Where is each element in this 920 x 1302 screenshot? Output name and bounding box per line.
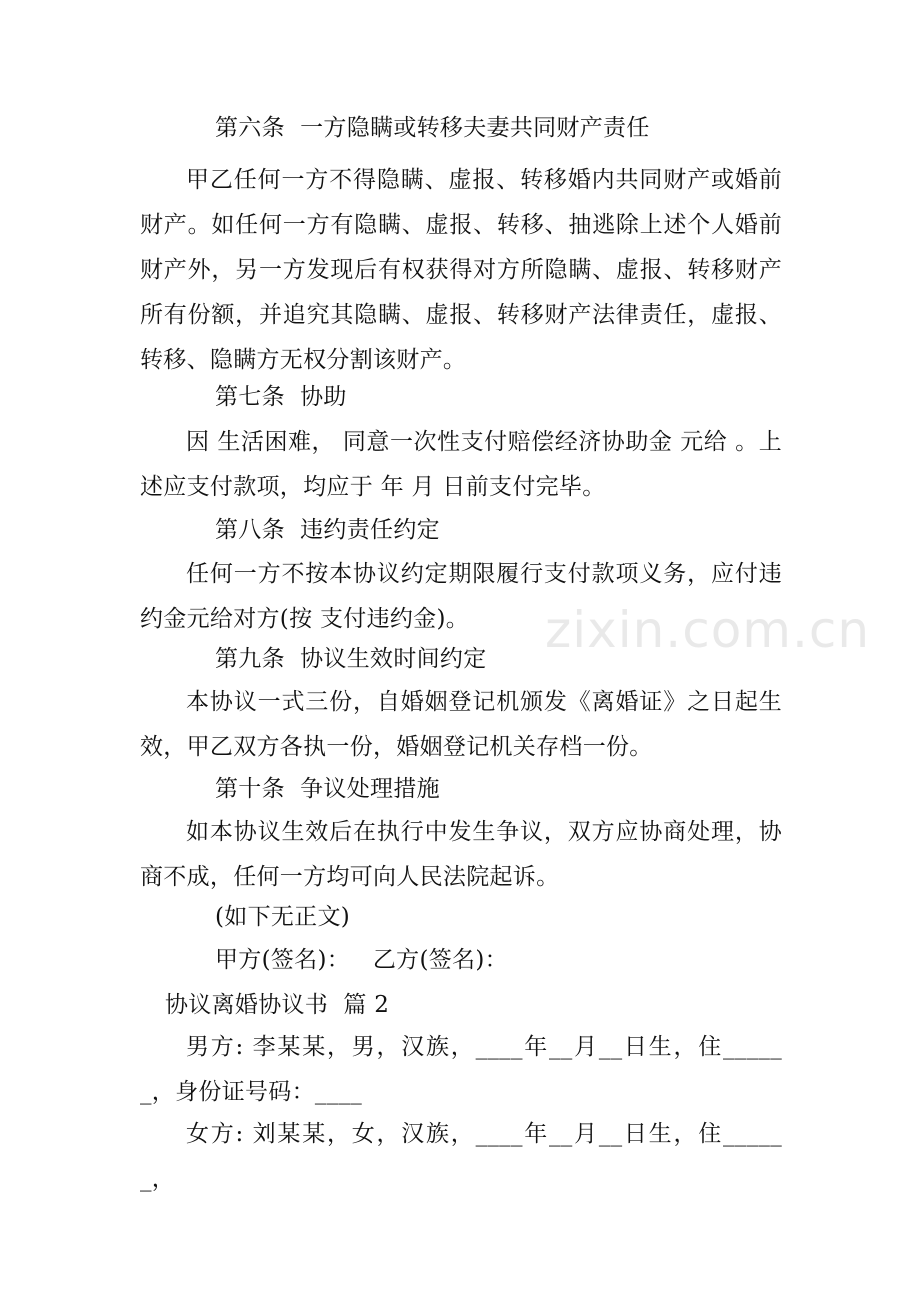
article-10-heading: 第十条 争议处理措施 (215, 776, 440, 802)
article-7-heading: 第七条 协助 (215, 384, 347, 410)
article-7-body: 因 生活困难， 同意一次性支付赔偿经济协助金 元给 。上述应支付款项，均应于 年 月 日前支付完毕。 (140, 429, 782, 500)
article-9-body: 本协议一式三份，自婚姻登记机颁发《离婚证》之日起生效，甲乙双方各执一份，婚姻登记机关存档一份。 (140, 689, 782, 760)
watermark-text: zixin.com.cn (545, 601, 871, 659)
male-party-info: 男方: 李某某，男，汉族，____年__月__日生，住______，身份证号码：____ (140, 1034, 782, 1105)
article-6-heading: 第六条 一方隐瞒或转移夫妻共同财产责任 (215, 115, 650, 141)
article-9-heading: 第九条 协议生效时间约定 (215, 646, 487, 672)
article-6-body: 甲乙任何一方不得隐瞒、虚报、转移婚内共同财产或婚前财产。如任何一方有隐瞒、虚报、转移、抽逃除上述个人婚前财产外，另一方发现后有权获得对方所隐瞒、虚报、转移财产所有份额，并追究其隐瞒、虚报、转移财产法律责任，虚报、转移、隐瞒方无权分割该财产。 (140, 167, 782, 373)
section-title: 协议离婚协议书 篇 2 (165, 992, 390, 1018)
article-8-heading: 第八条 违约责任约定 (215, 517, 440, 543)
article-10-body: 如本协议生效后在执行中发生争议，双方应协商处理，协商不成，任何一方均可向人民法院起诉。 (140, 819, 782, 890)
female-party-info: 女方: 刘某某，女，汉族，____年__月__日生，住______， (140, 1121, 782, 1192)
signature-line: 甲方(签名)： 乙方(签名)： (215, 947, 508, 973)
article-8-body: 任何一方不按本协议约定期限履行支付款项义务，应付违约金元给对方(按 支付违约金)。 (140, 561, 782, 632)
no-text-note: (如下无正文) (215, 904, 351, 930)
